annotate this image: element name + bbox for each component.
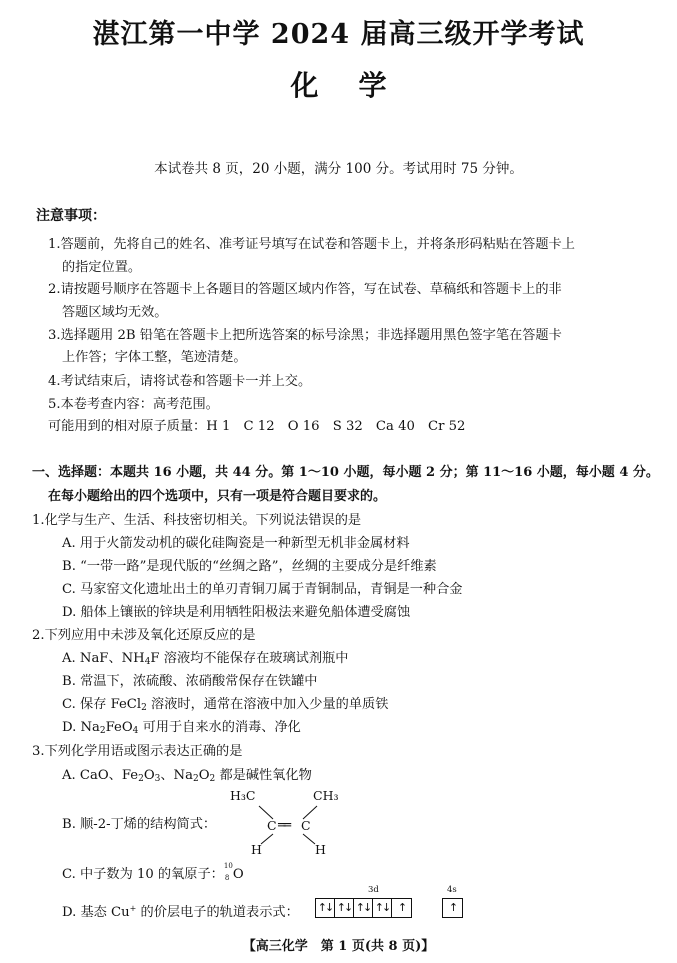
carbon-left: C — [267, 818, 277, 833]
section-heading-2: 在每小题给出的四个选项中，只有一项是符合题目要求的。 — [48, 489, 387, 504]
question-1-stem: 1.化学与生产、生活、科技密切相关。下列说法错误的是 — [32, 513, 362, 528]
question-1-option-b: B. “一带一路”是现代版的“丝绸之路”，丝绸的主要成分是纤维素 — [62, 559, 437, 574]
question-3-option-a: A. CaO、$Fe_2O_3$、$Na_2O_2$ 都是碱性氧化物 — [62, 768, 312, 784]
orbital-3d-label: 3d — [368, 885, 379, 895]
question-1-option-a: A. 用于火箭发动机的碳化硅陶瓷是一种新型无机非金属材料 — [62, 536, 410, 551]
notice-item: 的指定位置。 — [62, 260, 142, 275]
question-1-option-d: D. 船体上镶嵌的锌块是利用牺牲阳极法来避免船体遭受腐蚀 — [62, 605, 411, 620]
methyl-left: H₃C — [230, 788, 256, 803]
orbital-box: ↑ — [397, 901, 406, 914]
orbital-4s-diagram — [442, 898, 463, 918]
hydrogen-right: H — [315, 842, 326, 857]
subject-title: 化学 — [290, 69, 427, 102]
question-3-option-d: D. 基态 Cu+ 的价层电子的轨道表示式： — [62, 904, 299, 920]
notice-item: 上作答；字体工整，笔迹清楚。 — [62, 350, 247, 365]
orbital-3d-diagram — [315, 898, 412, 918]
nuclide-notation: 10 8 — [223, 861, 233, 882]
question-3-option-c: C. 中子数为 10 的氧原子： 10 8 O — [62, 861, 244, 882]
atomic-masses: 可能用到的相对原子质量：H 1 C 12 O 16 S 32 Ca 40 Cr 52 — [48, 419, 466, 434]
carbon-right: C — [301, 818, 311, 833]
notice-item: 5.本卷考查内容：高考范围。 — [48, 397, 219, 412]
notice-item: 2.请按题号顺序在答题卡上各题目的答题区域内作答，写在试卷、草稿纸和答题卡上的非 — [48, 282, 562, 297]
question-3-stem: 3.下列化学用语或图示表达正确的是 — [32, 744, 243, 759]
notice-item: 4.考试结束后，请将试卷和答题卡一并上交。 — [48, 374, 312, 389]
notice-item: 1.答题前，先将自己的姓名、准考证号填写在试卷和答题卡上，并将条形码粘贴在答题卡上 — [48, 237, 575, 252]
page-footer: 【高三化学 第 1 页(共 8 页)】 — [242, 939, 435, 954]
exam-intro: 本试卷共 8 页，20 小题，满分 100 分。考试用时 75 分钟。 — [154, 161, 523, 177]
orbital-box: ↑↓ — [335, 899, 354, 917]
hydrogen-left: H — [251, 842, 262, 857]
notice-item: 3.选择题用 2B 铅笔在答题卡上把所选答案的标号涂黑；非选择题用黑色签字笔在答题卡 — [48, 328, 562, 343]
notice-item: 答题区域均无效。 — [62, 305, 168, 320]
orbital-box: ↑↓ — [373, 899, 392, 917]
double-bond: ══ — [278, 817, 290, 832]
orbital-box: ↑↓ — [354, 899, 373, 917]
orbital-box: ↑ — [448, 901, 457, 914]
question-2-option-d: D. $Na_2FeO_4$ 可用于自来水的消毒、净化 — [62, 720, 301, 736]
question-3-option-b: B. 顺-2-丁烯的结构简式： — [62, 817, 217, 832]
orbital-box: ↑↓ — [316, 899, 335, 917]
cis-2-butene-structure — [225, 786, 345, 856]
question-2-option-b: B. 常温下，浓硫酸、浓硝酸常保存在铁罐中 — [62, 674, 318, 689]
notice-heading: 注意事项： — [36, 208, 106, 224]
exam-title: 湛江第一中学 2024 届高三级开学考试 — [92, 19, 585, 50]
methyl-right: CH₃ — [313, 788, 339, 803]
question-2-option-a: A. NaF、$NH_4F$ 溶液均不能保存在玻璃试剂瓶中 — [62, 651, 349, 667]
orbital-4s-label: 4s — [447, 885, 457, 895]
question-1-option-c: C. 马家窑文化遗址出土的单刃青铜刀属于青铜制品，青铜是一种合金 — [62, 582, 463, 597]
section-heading: 一、选择题：本题共 16 小题，共 44 分。第 1～10 小题，每小题 2 分；第 11～16 小题，每小题 4 分。 — [32, 465, 659, 480]
question-2-option-c: C. 保存 FeCl$_2$ 溶液时，通常在溶液中加入少量的单质铁 — [62, 697, 389, 713]
question-2-stem: 2.下列应用中未涉及氧化还原反应的是 — [32, 628, 256, 643]
